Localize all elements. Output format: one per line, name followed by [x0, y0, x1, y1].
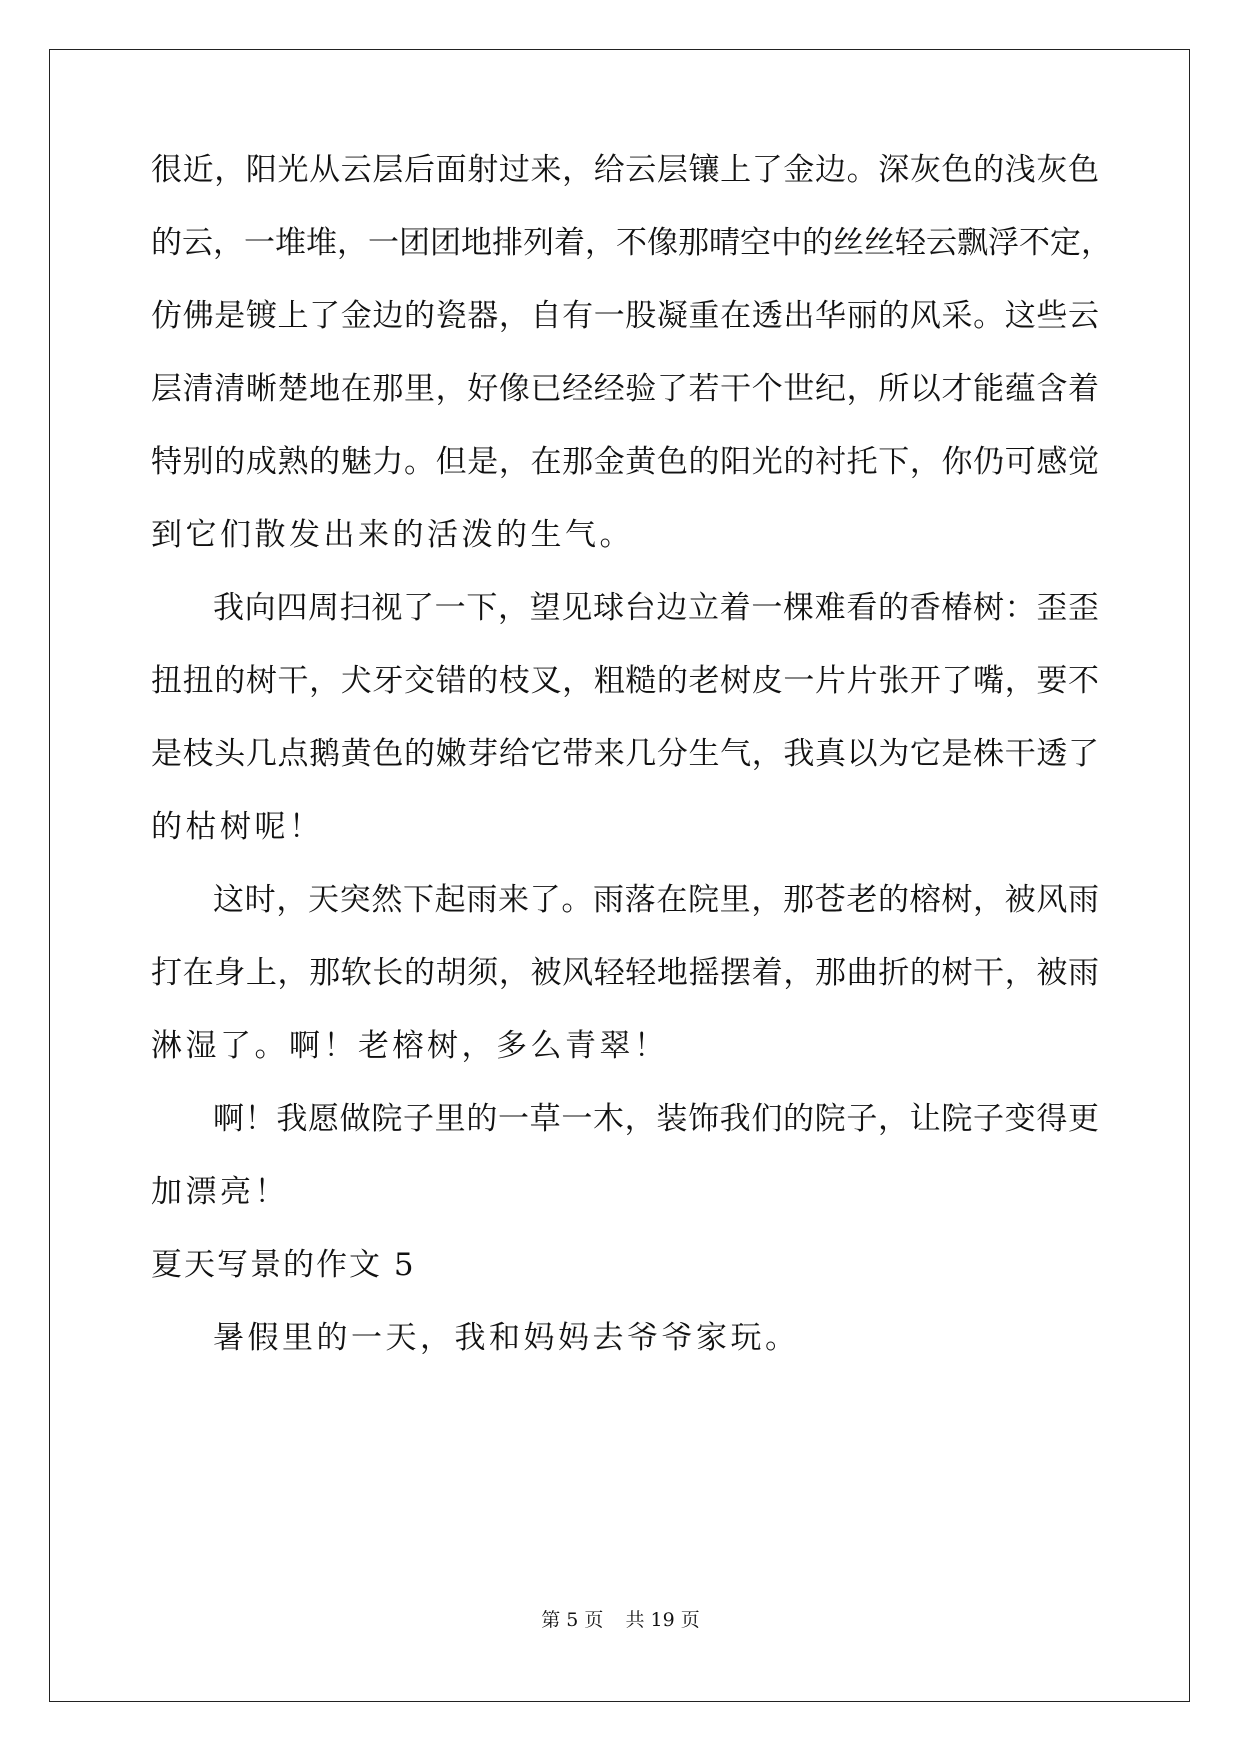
text-line: 淋湿了。啊！老榕树，多么青翠！ — [151, 1028, 669, 1064]
text-line: 特别的成熟的魅力。但是，在那金黄色的阳光的衬托下，你仍可感觉 — [151, 444, 1099, 480]
paragraph-start: 这时，天突然下起雨来了。雨落在院里，那苍老的榕树，被风雨 — [213, 882, 1099, 918]
text-line: 层清清晰楚地在那里，好像已经经验了若干个世纪，所以才能蕴含着 — [151, 371, 1099, 407]
text-line: 是枝头几点鹅黄色的嫩芽给它带来几分生气，我真以为它是株干透了 — [151, 736, 1099, 772]
text-line: 扭扭的树干，犬牙交错的枝叉，粗糙的老树皮一片片张开了嘴，要不 — [151, 663, 1099, 699]
text-line: 加漂亮！ — [151, 1174, 289, 1210]
section-heading: 夏天写景的作文 5 — [151, 1247, 416, 1283]
text-line: 的枯树呢！ — [151, 809, 324, 845]
text-line: 的云，一堆堆，一团团地排列着，不像那晴空中的丝丝轻云飘浮不定， — [151, 225, 1112, 261]
text-line: 仿佛是镀上了金边的瓷器，自有一股凝重在透出华丽的风采。这些云 — [151, 298, 1099, 334]
text-line: 打在身上，那软长的胡须，被风轻轻地摇摆着，那曲折的树干，被雨 — [151, 955, 1099, 991]
paragraph-start: 我向四周扫视了一下，望见球台边立着一棵难看的香椿树：歪歪 — [213, 590, 1099, 626]
paragraph-start: 暑假里的一天，我和妈妈去爷爷家玩。 — [213, 1320, 800, 1356]
page-total: 共 19 页 — [625, 1609, 700, 1631]
page-footer — [0, 1608, 1241, 1632]
text-line: 很近，阳光从云层后面射过来，给云层镶上了金边。深灰色的浅灰色 — [151, 152, 1099, 188]
paragraph-start: 啊！我愿做院子里的一草一木，装饰我们的院子，让院子变得更 — [213, 1101, 1099, 1137]
page-number: 第 5 页 — [541, 1609, 604, 1631]
text-line: 到它们散发出来的活泼的生气。 — [151, 517, 634, 553]
